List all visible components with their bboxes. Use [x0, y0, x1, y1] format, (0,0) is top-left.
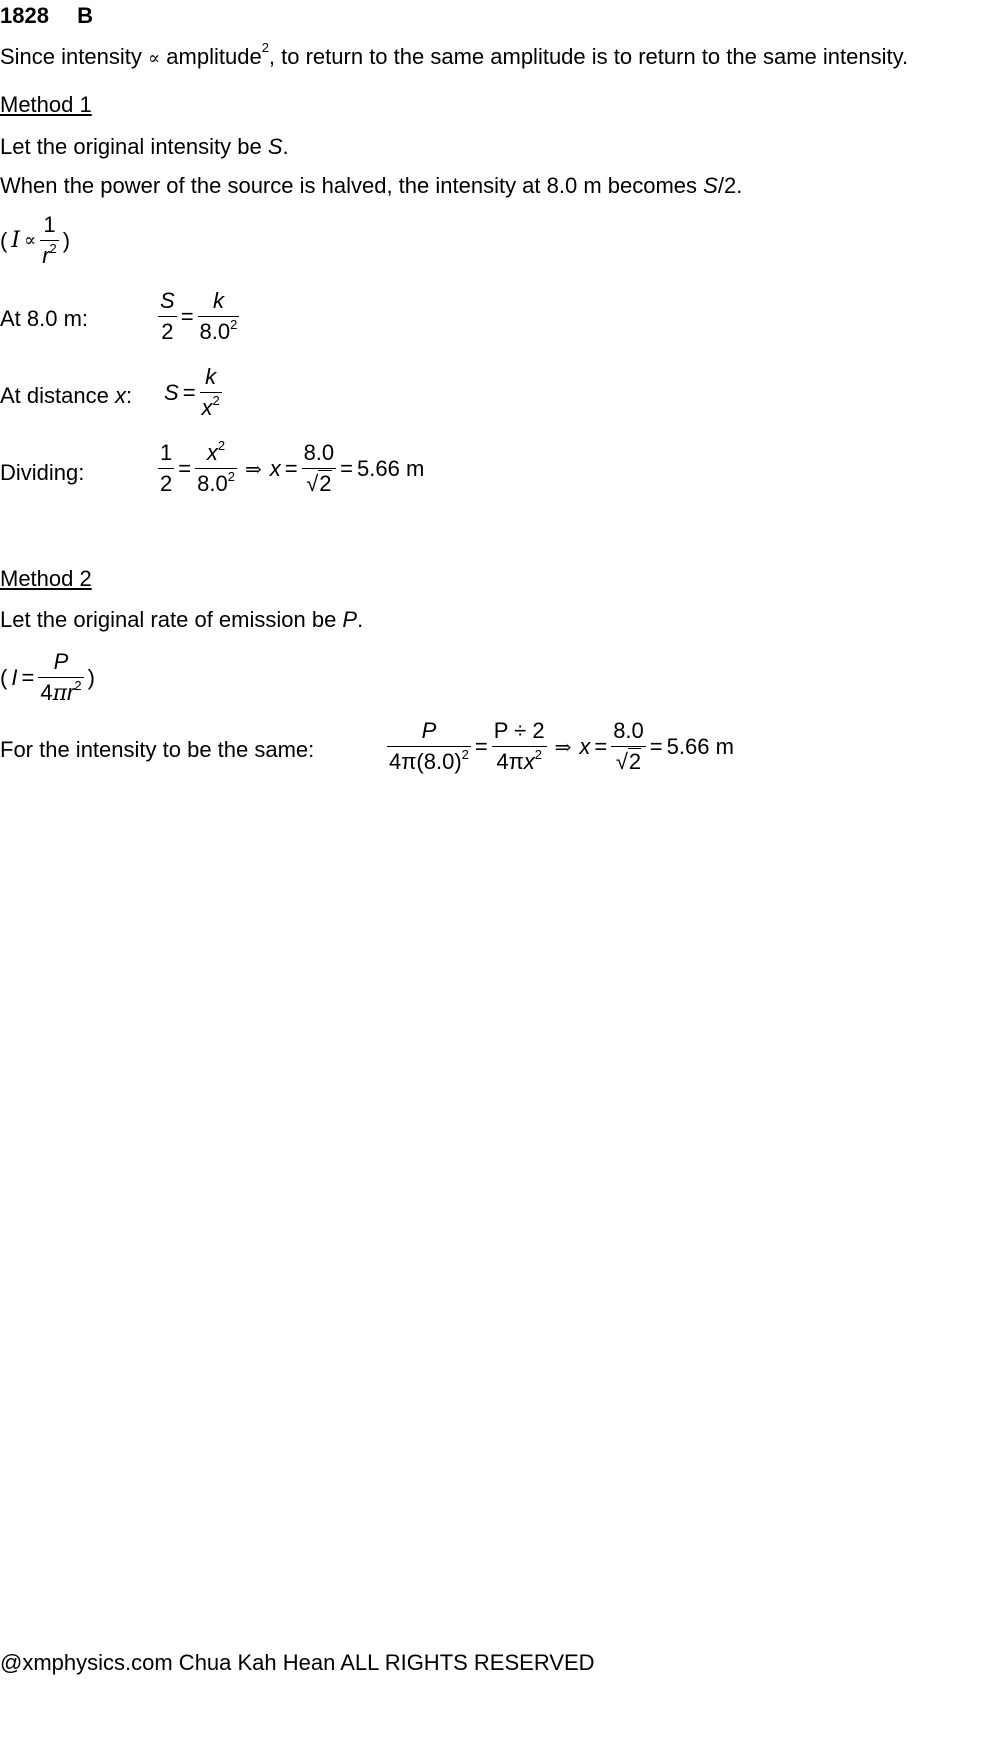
var-x: x: [206, 440, 218, 465]
numerator: k: [198, 290, 240, 317]
value: 8.0: [199, 319, 231, 344]
numerator: S: [158, 290, 177, 317]
exponent: 2: [461, 747, 469, 762]
equals-sign: =: [21, 665, 35, 690]
var-x: x: [579, 733, 591, 759]
exponent: 2: [534, 747, 542, 762]
intro-text-1: Since intensity: [0, 44, 142, 69]
proportional-symbol: ∝: [24, 230, 37, 251]
square-root: [306, 473, 331, 495]
denominator: 2: [161, 319, 174, 344]
intro-sup: 2: [261, 40, 269, 55]
intro-text-3: , to return to the same amplitude is to return to the same intensity.: [268, 44, 909, 69]
proportional-symbol: ∝: [147, 48, 161, 69]
var-x: x: [523, 749, 535, 774]
method-1-heading: Method 1: [0, 92, 92, 117]
same-intensity-equation: [387, 720, 734, 773]
implies-arrow: ⇒: [244, 456, 262, 481]
fraction: [158, 442, 174, 495]
value: 8.0: [197, 471, 228, 496]
copyright-footer: @xmphysics.com Chua Kah Hean ALL RIGHTS RESERVED: [0, 1650, 595, 1675]
radicand: 2: [628, 749, 642, 774]
method-1-line-1: [0, 134, 289, 160]
value: 4: [40, 680, 53, 705]
exponent: 2: [74, 678, 82, 693]
denominator: [40, 241, 59, 267]
var-i: I: [11, 228, 21, 253]
numerator: k: [200, 366, 222, 393]
question-number: 1828: [0, 3, 49, 28]
fraction: [198, 290, 240, 343]
paren-close: ): [62, 227, 71, 253]
fraction: [200, 366, 222, 419]
denominator: [195, 469, 237, 495]
fraction: [611, 720, 646, 773]
denominator: [198, 317, 240, 343]
equals-sign: =: [474, 733, 488, 759]
fraction: [302, 442, 337, 495]
var-i: I: [11, 665, 18, 690]
text: Let the original rate of emission be: [0, 607, 343, 632]
at-8m-label: At 8.0 m:: [0, 306, 89, 331]
var-r: r: [42, 243, 50, 268]
answer-letter: B: [77, 3, 93, 28]
var-x: x: [269, 455, 281, 481]
fraction: [38, 651, 83, 705]
exponent: 2: [227, 469, 235, 484]
intro-text-2: amplitude: [166, 44, 262, 69]
denominator: [200, 393, 222, 419]
var-s: S: [703, 173, 718, 198]
implies-arrow: ⇒: [554, 734, 572, 759]
numerator: [195, 438, 237, 469]
method-2-heading: Method 2: [0, 566, 92, 591]
value: 4π(8.0): [389, 749, 462, 774]
equals-sign: =: [182, 379, 196, 405]
var-s: S: [267, 134, 283, 159]
exponent: 2: [230, 317, 238, 332]
var-r: r: [67, 680, 75, 705]
fraction: [40, 214, 59, 267]
denominator: [38, 678, 83, 705]
fraction: [195, 438, 237, 496]
pi: π: [52, 681, 68, 706]
text: /2.: [717, 173, 743, 198]
numerator: 1: [40, 214, 59, 241]
denominator: [302, 469, 337, 495]
square-root: [616, 751, 641, 773]
same-intensity-label: For the intensity to be the same:: [0, 737, 315, 762]
text: :: [125, 383, 133, 408]
var-x: x: [201, 395, 213, 420]
denominator: [492, 747, 547, 773]
var-p: P: [342, 607, 358, 632]
inverse-square-relation: [0, 214, 70, 267]
numerator: P: [387, 720, 471, 747]
method-1-line-2: [0, 173, 742, 199]
sqrt-symbol: √: [615, 749, 628, 774]
text: At distance: [0, 383, 115, 408]
text: .: [282, 134, 289, 159]
fraction: [158, 290, 177, 343]
at-x-equation: [164, 366, 222, 419]
radicand: 2: [319, 471, 332, 496]
equals-sign: =: [649, 733, 663, 759]
denominator: [387, 747, 471, 773]
numerator: 1: [158, 442, 174, 469]
dividing-equation: [158, 438, 425, 496]
equals-sign: =: [178, 455, 192, 481]
result-value: 5.66 m: [357, 455, 425, 481]
result-value: 5.66 m: [666, 733, 734, 759]
equals-sign: =: [180, 303, 194, 329]
fraction: [492, 720, 547, 773]
equals-sign: =: [284, 455, 298, 481]
paren-close: ): [87, 665, 95, 690]
text: When the power of the source is halved, the intensity at 8.0 m becomes: [0, 173, 704, 198]
numerator: P: [38, 651, 83, 678]
exponent: 2: [212, 393, 220, 408]
exponent: 2: [49, 241, 57, 256]
at-x-label: [0, 383, 132, 409]
dividing-label: Dividing:: [0, 460, 85, 485]
value: 4π: [496, 749, 524, 774]
sqrt-symbol: √: [306, 471, 319, 496]
fraction: [387, 720, 471, 773]
method-2-line-1: [0, 607, 363, 633]
equals-sign: =: [594, 733, 608, 759]
question-header: [0, 3, 93, 29]
denominator: [611, 747, 646, 773]
text: .: [357, 607, 364, 632]
exponent: 2: [217, 438, 226, 453]
intro-line: [0, 40, 909, 70]
numerator: P ÷ 2: [492, 720, 547, 747]
denominator: 2: [160, 471, 173, 496]
intensity-relation: [0, 651, 95, 705]
paren-open: (: [0, 227, 8, 253]
var-s: S: [164, 379, 179, 405]
text: Let the original intensity be: [0, 134, 268, 159]
at-8m-equation: [158, 290, 239, 343]
equals-sign: =: [340, 455, 354, 481]
numerator: 8.0: [302, 442, 337, 469]
var-x: x: [114, 383, 126, 408]
paren-open: (: [0, 665, 8, 690]
numerator: 8.0: [611, 720, 646, 747]
